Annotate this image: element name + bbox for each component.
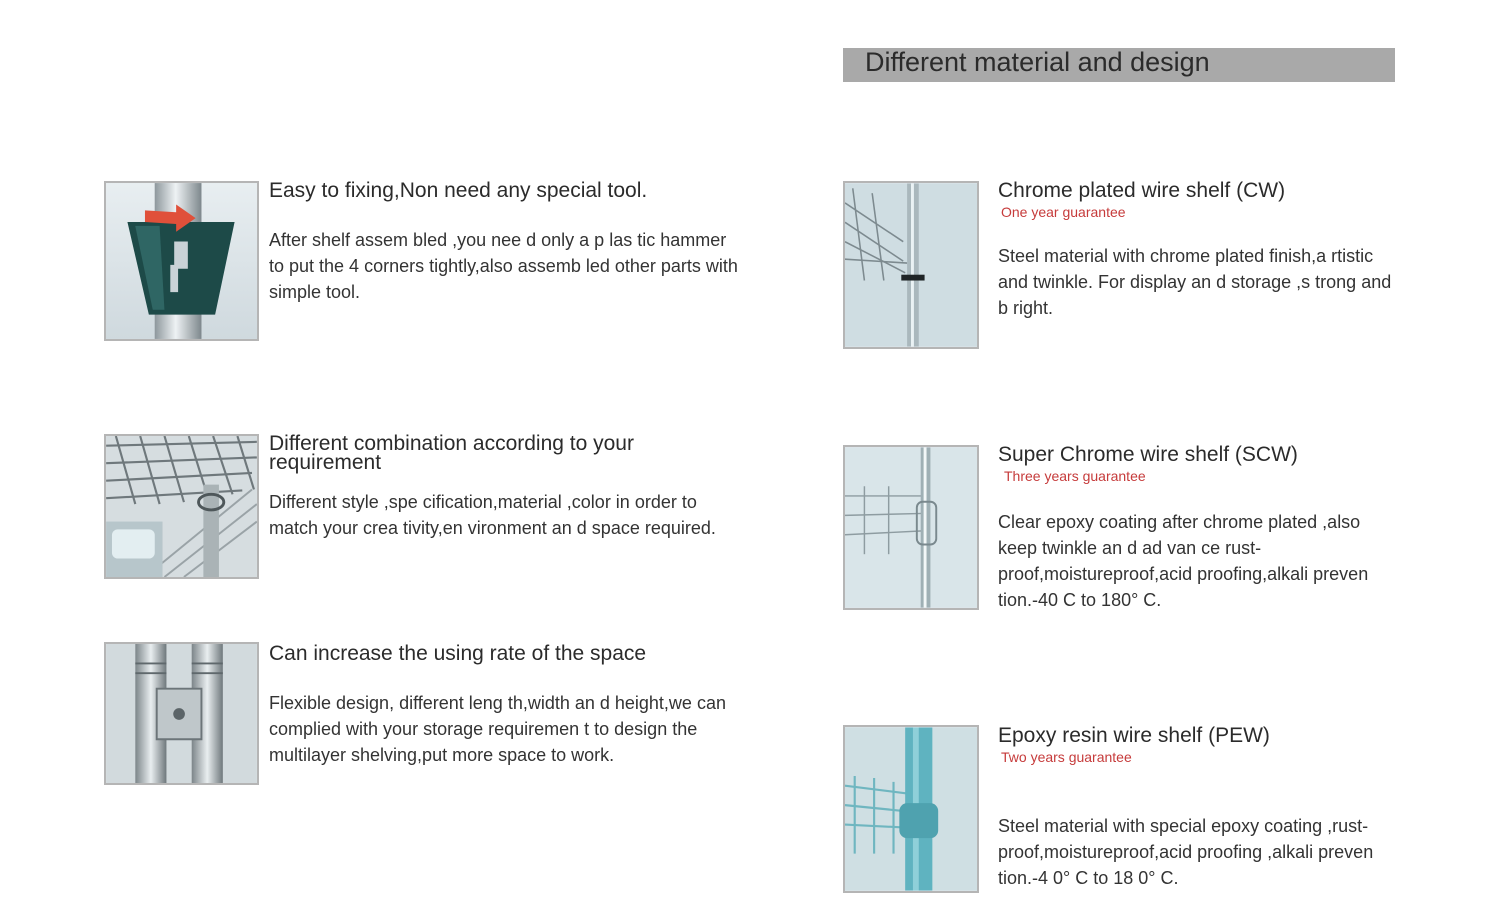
wire-shelf-corner-icon (104, 434, 259, 579)
epoxy-shelf-icon (843, 725, 979, 893)
material-name: Chrome plated wire shelf (CW) (998, 179, 1286, 202)
guarantee-label: Three years guarantee (1004, 468, 1146, 484)
feature-space-usage (269, 643, 739, 768)
section-banner (843, 48, 1395, 82)
material-cw (998, 180, 1398, 321)
feature-easy-fixing (269, 180, 739, 305)
feature-description: Flexible design, different leng th,width an d height,we can complied with your storage requiremen t to design the multilayer shelving,put more space to work. (269, 693, 726, 765)
chrome-shelf-icon (843, 181, 979, 349)
feature-description: Different style ,spe cification,material ,color in order to match your crea tivity,en vironment an d space required. (269, 492, 716, 538)
material-name: Super Chrome wire shelf (SCW) (998, 443, 1298, 466)
feature-description: After shelf assem bled ,you nee d only a p las tic hammer to put the 4 corners tightly,also assemb led other parts with simple tool. (269, 230, 738, 302)
plastic-sleeve-clip-icon (104, 181, 259, 341)
feature-heading: Can increase the using rate of the space (269, 642, 647, 665)
material-description: Steel material with chrome plated finish,a rtistic and twinkle. For display an d storage ,s trong and b right. (998, 246, 1392, 318)
material-name: Epoxy resin wire shelf (PEW) (998, 724, 1270, 747)
material-description: Clear epoxy coating after chrome plated ,also keep twinkle an d ad van ce rust-proof,moistureproof,acid proofing,alkali preven tion.-40 C to 180° C. (998, 512, 1369, 610)
material-pew (998, 725, 1398, 891)
super-chrome-shelf-icon (843, 445, 979, 610)
guarantee-label: One year guarantee (1001, 204, 1126, 220)
post-connector-icon (104, 642, 259, 785)
guarantee-label: Two years guarantee (1001, 749, 1132, 765)
material-description: Steel material with special epoxy coating ,rust-proof,moistureproof,acid proofing ,alkali preven tion.-4 0° C to 18 0° C. (998, 816, 1374, 888)
feature-heading: Easy to fixing,Non need any special tool. (269, 179, 648, 202)
feature-combination (269, 434, 739, 541)
section-title: Different material and design (865, 47, 1210, 77)
material-scw (998, 444, 1398, 613)
feature-heading: Different combination according to your requirement (269, 432, 634, 474)
